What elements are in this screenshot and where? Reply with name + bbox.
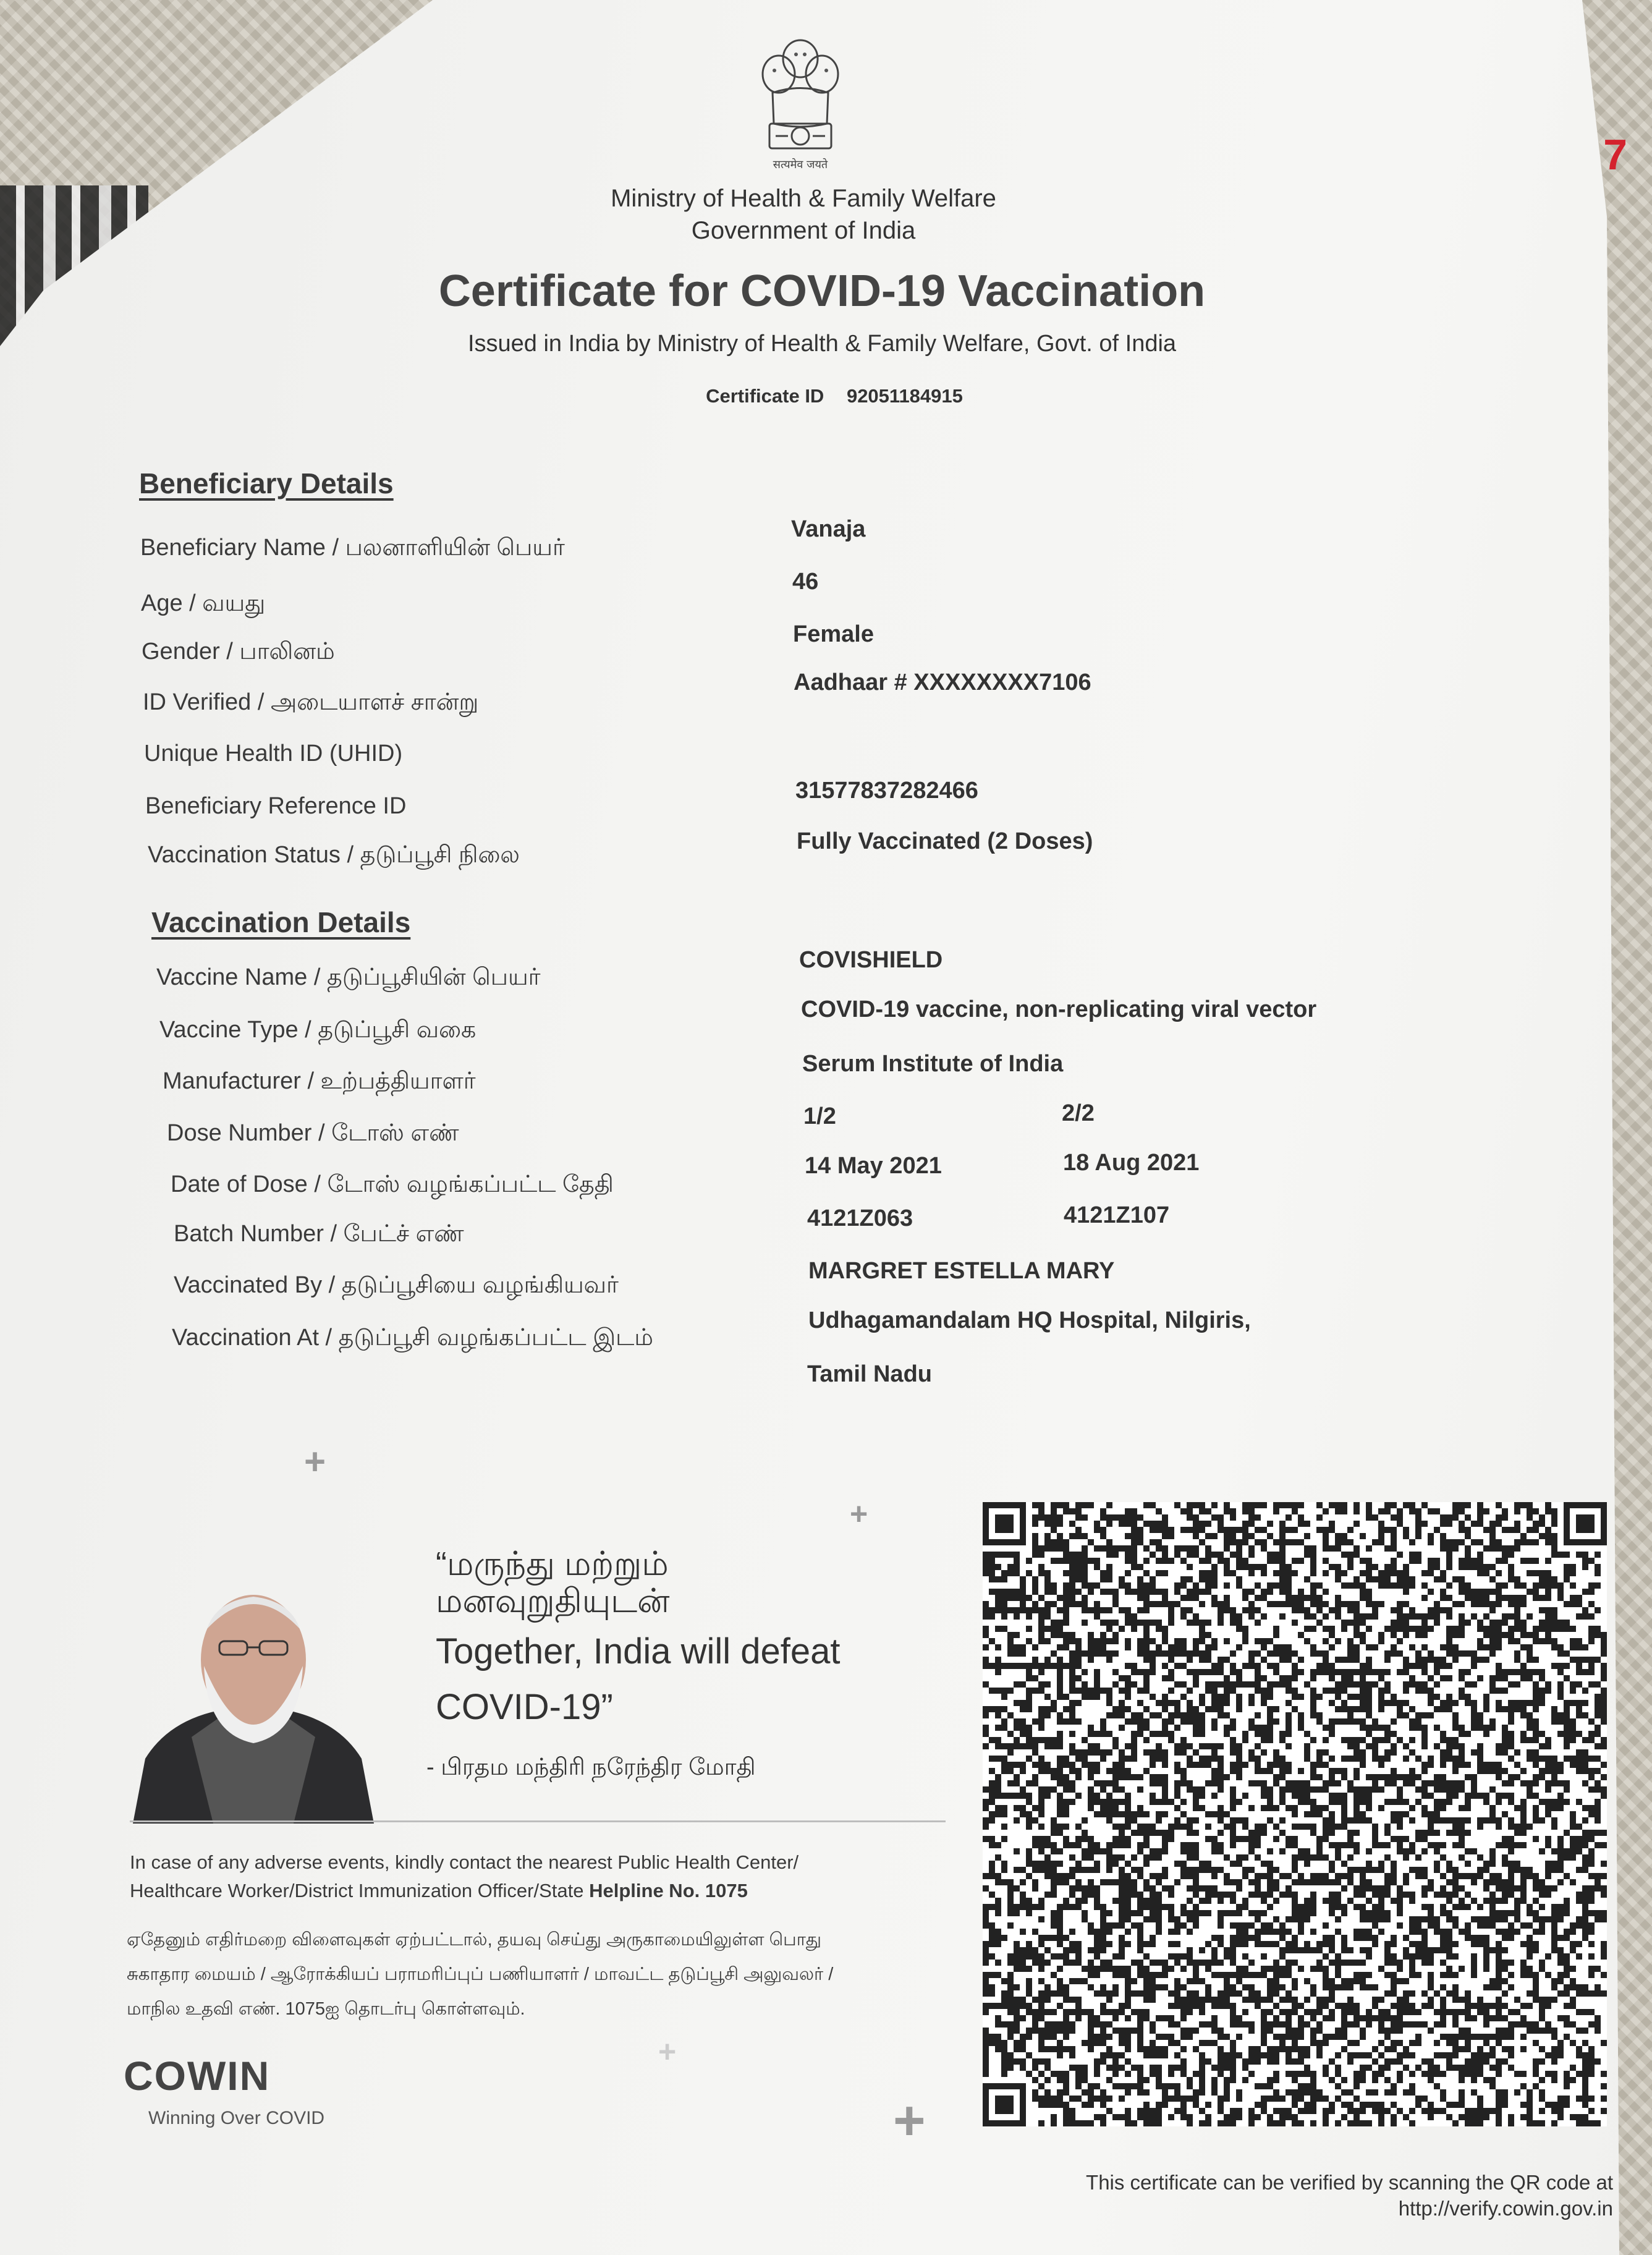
- vaccination-status-value: Fully Vaccinated (2 Doses): [797, 828, 1093, 854]
- batch-number-2: 4121Z107: [1064, 1202, 1170, 1228]
- certificate-id-label: Certificate ID: [706, 385, 824, 407]
- vaccinated-at-label: Vaccination At / தடுப்பூசி வழங்கப்பட்ட இடம்: [172, 1325, 653, 1351]
- vaccine-name-label: Vaccine Name / தடுப்பூசியின் பெயர்: [156, 964, 541, 990]
- verification-qr-code: [983, 1502, 1607, 2126]
- quote-author: - பிரதம மந்திரி நரேந்திர மோதி: [426, 1754, 756, 1780]
- age-value: 46: [792, 569, 819, 595]
- beneficiary-name-label: Beneficiary Name / பலனாளியின் பெயர்: [140, 535, 565, 561]
- verification-note-line1: This certificate can be verified by scanning the QR code at: [1086, 2171, 1613, 2194]
- date-of-dose-2: 18 Aug 2021: [1063, 1150, 1200, 1176]
- gender-value: Female: [793, 621, 874, 647]
- batch-number-1: 4121Z063: [807, 1205, 913, 1231]
- reference-id-label: Beneficiary Reference ID: [145, 793, 407, 819]
- emblem-motto: सत्यमेव जयते: [773, 158, 828, 171]
- verification-url: http://verify.cowin.gov.in: [1398, 2197, 1613, 2220]
- vaccination-heading: Vaccination Details: [151, 906, 411, 938]
- helpline-english-line1: In case of any adverse events, kindly contact the nearest Public Health Center/: [130, 1851, 799, 1873]
- plus-decoration: +: [850, 1497, 868, 1531]
- beneficiary-heading: Beneficiary Details: [139, 467, 394, 499]
- quote-tamil-line1: “மருந்து மற்றும்: [436, 1545, 669, 1582]
- dose-number-label: Dose Number / டோஸ் எண்: [167, 1120, 459, 1146]
- id-verified-value: Aadhaar # XXXXXXXX7106: [794, 669, 1091, 695]
- plus-decoration: +: [658, 2034, 677, 2069]
- helpline-english: [130, 1848, 952, 1905]
- vaccination-status-label: Vaccination Status / தடுப்பூசி நிலை: [148, 842, 520, 868]
- cowin-tagline: Winning Over COVID: [148, 2108, 325, 2128]
- certificate-title: Certificate for COVID-19 Vaccination: [438, 266, 1206, 316]
- ministry-heading: [556, 182, 1051, 247]
- vaccinated-by-label: Vaccinated By / தடுப்பூசியை வழங்கியவர்: [174, 1272, 619, 1298]
- cowin-logo: COWIN: [124, 2053, 271, 2099]
- red-pen-mark: 7: [1603, 130, 1627, 179]
- helpline-number: Helpline No. 1075: [589, 1880, 748, 1901]
- manufacturer-label: Manufacturer / உற்பத்தியாளர்: [163, 1068, 476, 1094]
- plus-decoration: +: [304, 1441, 326, 1482]
- manufacturer-value: Serum Institute of India: [802, 1051, 1064, 1077]
- id-verified-label: ID Verified / அடையாளச் சான்று: [143, 689, 479, 715]
- plus-decoration: +: [893, 2090, 926, 2152]
- quote-tamil-line2: மனவுறுதியுடன்: [436, 1582, 670, 1620]
- vaccinated-at-line1: Udhagamandalam HQ Hospital, Nilgiris,: [808, 1307, 1251, 1333]
- national-emblem-icon: [754, 31, 847, 173]
- quote-english-line1: Together, India will defeat: [436, 1631, 841, 1671]
- uhid-label: Unique Health ID (UHID): [144, 741, 403, 767]
- batch-number-label: Batch Number / பேட்ச் எண்: [174, 1221, 464, 1247]
- helpline-tamil-line3: மாநில உதவி எண். 1075ஐ தொடர்பு கொள்ளவும்.: [127, 1999, 525, 2019]
- dose-number-2: 2/2: [1062, 1100, 1095, 1126]
- helpline-tamil-line2: சுகாதார மையம் / ஆரோக்கியப் பராமரிப்புப் பணியாளர் / மாவட்ட தடுப்பூசி அலுவலர் /: [127, 1964, 834, 1984]
- date-of-dose-1: 14 May 2021: [805, 1153, 942, 1179]
- vaccine-type-value: COVID-19 vaccine, non-replicating viral vector: [801, 996, 1317, 1022]
- gender-label: Gender / பாலினம்: [142, 639, 335, 665]
- government-name: Government of India: [691, 217, 916, 244]
- vaccine-name-value: COVISHIELD: [799, 947, 943, 973]
- helpline-english-line2: [130, 1877, 952, 1905]
- prime-minister-portrait: [133, 1573, 374, 1824]
- quote-english-line2: COVID-19”: [436, 1687, 613, 1727]
- vaccine-type-label: Vaccine Type / தடுப்பூசி வகை: [159, 1017, 477, 1043]
- vaccinated-by-value: MARGRET ESTELLA MARY: [808, 1258, 1115, 1284]
- divider: [130, 1820, 946, 1822]
- reference-id-value: 31577837282466: [795, 778, 978, 804]
- ministry-name: Ministry of Health & Family Welfare: [611, 185, 996, 212]
- age-label: Age / வயது: [141, 590, 266, 616]
- quote: [436, 1542, 841, 1729]
- certificate-subtitle: Issued in India by Ministry of Health & Family Welfare, Govt. of India: [467, 331, 1177, 357]
- verification-note: [952, 2170, 1613, 2222]
- vaccinated-at-line2: Tamil Nadu: [807, 1361, 932, 1387]
- certificate-id: [618, 385, 1051, 407]
- date-of-dose-label: Date of Dose / டோஸ் வழங்கப்பட்ட தேதி: [171, 1171, 614, 1197]
- helpline-tamil: [127, 1922, 955, 2026]
- helpline-english-line2-text: Healthcare Worker/District Immunization Officer/State: [130, 1880, 584, 1901]
- certificate-id-value: 92051184915: [846, 385, 963, 407]
- beneficiary-name-value: Vanaja: [791, 516, 866, 542]
- dose-number-1: 1/2: [803, 1103, 836, 1129]
- helpline-tamil-line1: ஏதேனும் எதிர்மறை விளைவுகள் ஏற்பட்டால், தயவு செய்து அருகாமையிலுள்ள பொது: [127, 1930, 822, 1950]
